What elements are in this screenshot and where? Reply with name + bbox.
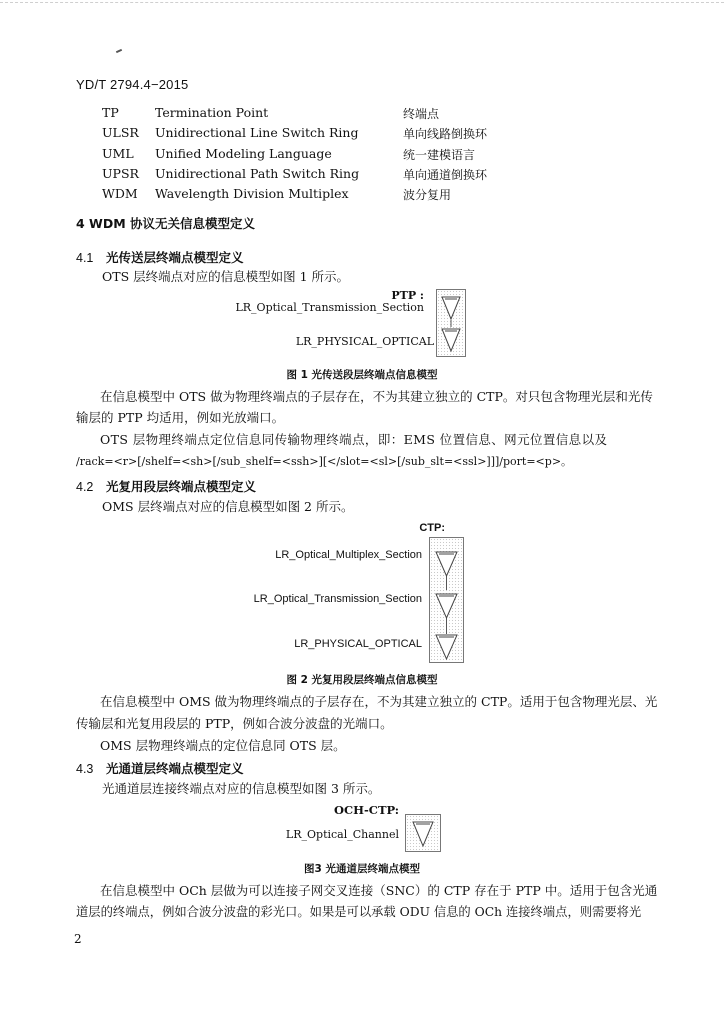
section-4-1-para2-line2: /rack=<r>[/shelf=<sh>[/sub_shelf=<ssh>][</slot=<sl>[/sub_slt=<ssl>]]]/port=<p>。 bbox=[76, 455, 573, 468]
section-4-1-para1-line1: 在信息模型中 OTS 做为物理终端点的子层存在，不为其建立独立的 CTP。对只包含物理光层和光传 bbox=[100, 389, 653, 404]
section-4-1-para2-line1: OTS 层物理终端点定位信息同传输物理终端点，即：EMS 位置信息、网元位置信息以及 bbox=[100, 432, 608, 447]
scan-mark bbox=[116, 49, 122, 53]
section-4-2-para2: OMS 层物理终端点的定位信息同 OTS 层。 bbox=[100, 738, 346, 753]
section-4-2-para1-line1: 在信息模型中 OMS 做为物理终端点的子层存在，不为其建立独立的 CTP。适用于包含物理光层、光 bbox=[100, 694, 658, 709]
abbr-code: TP bbox=[102, 105, 119, 120]
abbreviation-row bbox=[102, 125, 622, 145]
figure-3-header: OCH-CTP: bbox=[333, 803, 399, 817]
section-4-3-para1-line1: 在信息模型中 OCh 层做为可以连接子网交叉连接（SNC）的 CTP 存在于 PTP 中。适用于包含光通 bbox=[100, 883, 658, 898]
section-4-3-para1-line2: 道层的终端点，例如合波分波盘的彩光口。如果是可以承载 ODU 信息的 OCh 连接终端点，则需要将光 bbox=[76, 905, 642, 919]
figure-3-caption: 图3 光通道层终端点模型 bbox=[304, 863, 420, 875]
figure-2-header: CTP: bbox=[419, 522, 445, 534]
figure-2-layer-oms: LR_Optical_Multiplex_Section bbox=[275, 549, 422, 561]
section-4-2-para1-line2: 传输层和光复用段层的 PTP，例如合波分波盘的光端口。 bbox=[76, 716, 393, 731]
abbreviation-row bbox=[102, 146, 622, 166]
abbr-code: ULSR bbox=[102, 125, 139, 141]
figure-1-layer-ots: LR_Optical_Transmission_Section bbox=[235, 301, 424, 314]
section-title: 光传送层终端点模型定义 bbox=[106, 250, 244, 265]
figure-2-caption: 图 2 光复用段层终端点信息模型 bbox=[286, 674, 438, 686]
figure-2-ctp-stack bbox=[429, 537, 464, 663]
figure-3-stack-graphic bbox=[406, 815, 440, 851]
abbr-english: Unified Modeling Language bbox=[155, 145, 332, 161]
section-4-2-heading bbox=[76, 477, 256, 495]
section-4-3-intro: 光通道层连接终端点对应的信息模型如图 3 所示。 bbox=[102, 781, 381, 796]
figure-3-layer-och: LR_Optical_Channel bbox=[285, 828, 399, 841]
section-4-2-intro: OMS 层终端点对应的信息模型如图 2 所示。 bbox=[102, 499, 354, 514]
section-4-1-heading bbox=[76, 248, 244, 266]
section-number: 4.2 bbox=[76, 480, 94, 494]
figure-1-layer-physical: LR_PHYSICAL_OPTICAL bbox=[295, 335, 434, 348]
abbreviation-row bbox=[102, 105, 622, 125]
abbr-chinese: 终端点 bbox=[403, 107, 440, 121]
figure-1-tp-stack bbox=[436, 289, 466, 357]
section-4-heading: 4 WDM 协议无关信息模型定义 bbox=[76, 216, 256, 231]
section-4-3-heading bbox=[76, 759, 244, 777]
document-code: YD/T 2794.4−2015 bbox=[76, 77, 189, 92]
figure-1-header: PTP : bbox=[391, 289, 424, 302]
abbr-english: Wavelength Division Multiplex bbox=[155, 186, 349, 202]
figure-3-och-ctp-stack bbox=[405, 814, 441, 852]
abbr-chinese: 单向通道倒换环 bbox=[403, 167, 488, 182]
abbr-chinese: 波分复用 bbox=[403, 188, 452, 203]
figure-2-layer-physical: LR_PHYSICAL_OPTICAL bbox=[294, 638, 422, 650]
abbr-english: Unidirectional Path Switch Ring bbox=[155, 165, 360, 181]
abbr-code: UPSR bbox=[102, 165, 139, 181]
abbr-code: UML bbox=[102, 145, 134, 161]
figure-2-stack-graphic bbox=[430, 538, 463, 662]
section-number: 4.3 bbox=[76, 762, 94, 776]
section-title: 光复用段层终端点模型定义 bbox=[106, 479, 257, 494]
abbreviation-row bbox=[102, 166, 622, 186]
section-4-1-intro: OTS 层终端点对应的信息模型如图 1 所示。 bbox=[102, 269, 350, 284]
abbr-code: WDM bbox=[102, 186, 138, 202]
figure-1-caption: 图 1 光传送段层终端点信息模型 bbox=[286, 369, 438, 381]
abbr-english: Termination Point bbox=[155, 105, 269, 120]
abbr-chinese: 单向线路倒换环 bbox=[403, 127, 488, 142]
abbreviation-table bbox=[102, 105, 622, 206]
figure-2-layer-ots: LR_Optical_Transmission_Section bbox=[253, 593, 422, 605]
abbr-english: Unidirectional Line Switch Ring bbox=[155, 125, 359, 141]
page-number: 2 bbox=[74, 932, 82, 946]
section-number: 4.1 bbox=[76, 251, 94, 265]
section-title: 光通道层终端点模型定义 bbox=[106, 761, 244, 776]
abbr-chinese: 统一建模语言 bbox=[403, 147, 476, 162]
figure-1-stack-graphic bbox=[437, 290, 465, 356]
section-4-1-para1-line2: 输层的 PTP 均适用，例如光放端口。 bbox=[76, 410, 285, 425]
page-top-rule bbox=[0, 2, 724, 3]
abbreviation-row bbox=[102, 186, 622, 206]
